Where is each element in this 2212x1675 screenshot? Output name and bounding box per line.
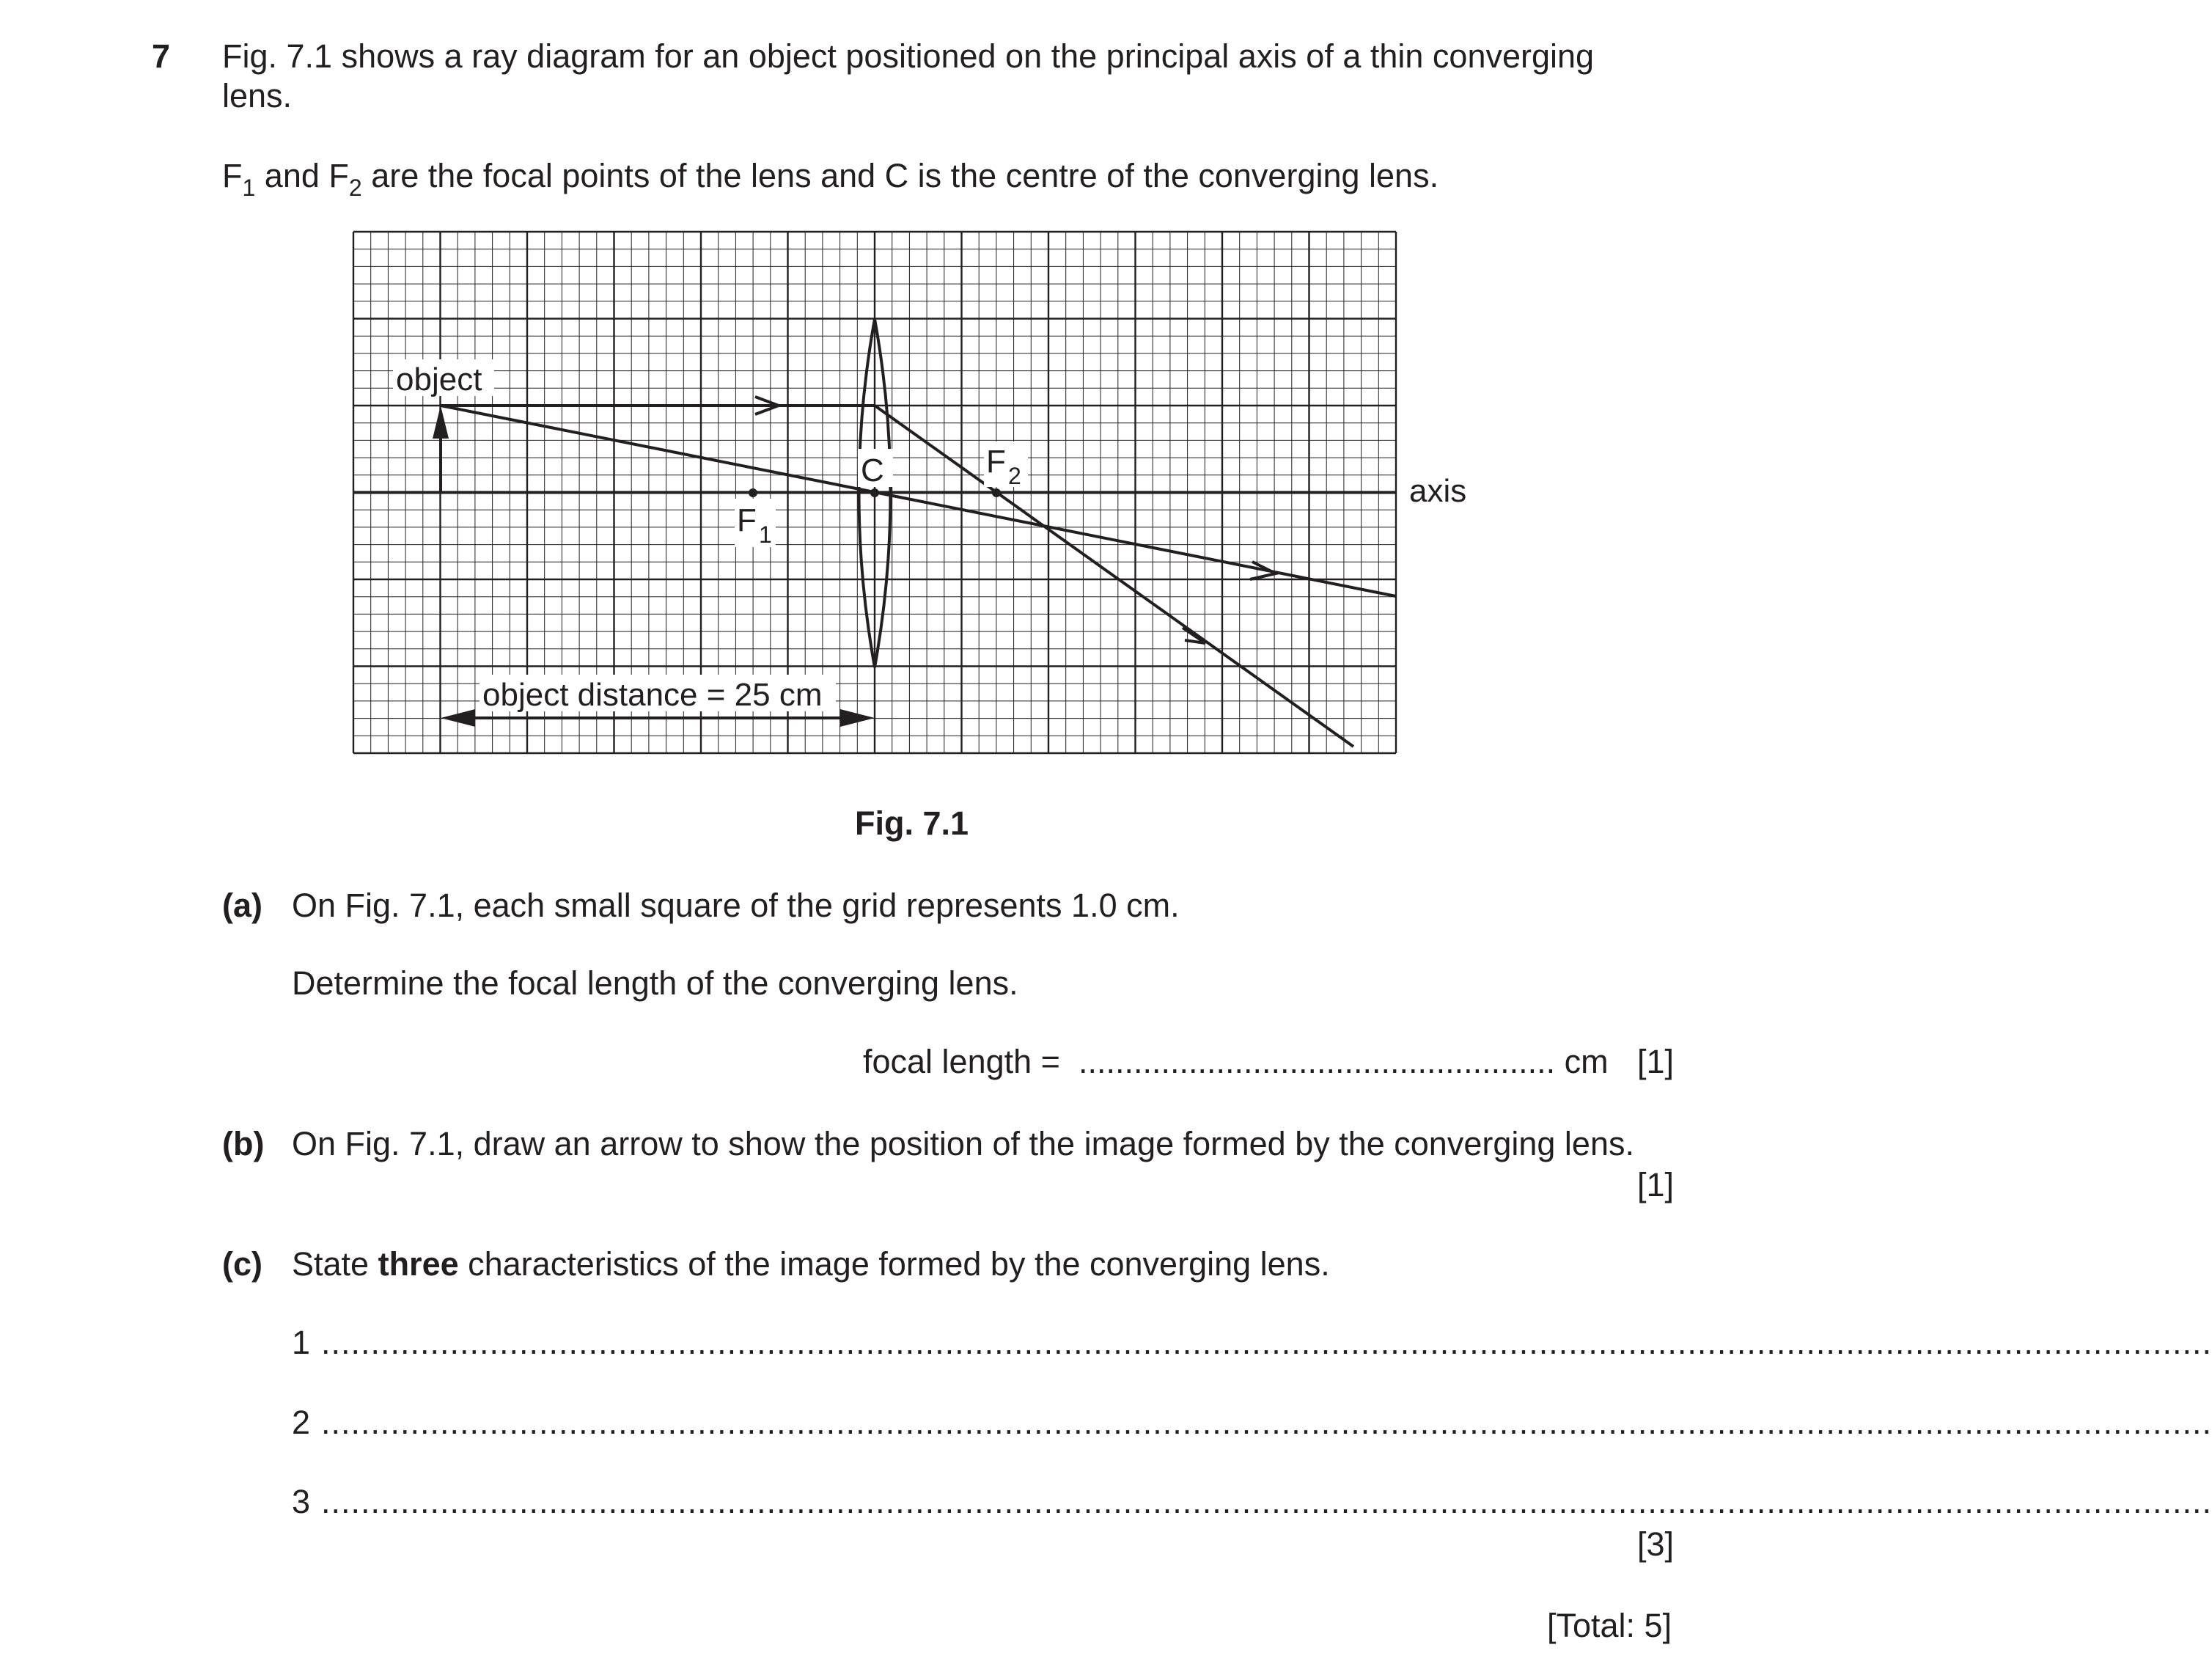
refracted-ray-through-f2	[875, 406, 1353, 747]
object-arrow	[433, 406, 449, 494]
part-c-text: State three characteristics of the image formed by the converging lens.	[292, 1245, 1330, 1283]
figure-caption: Fig. 7.1	[855, 804, 969, 842]
f2-point	[992, 488, 1001, 497]
part-a-label: (a)	[222, 887, 262, 924]
object-label: object	[396, 362, 482, 397]
part-a-marks: [1]	[1637, 1043, 1675, 1080]
part-a-text: On Fig. 7.1, each small square of the grid represents 1.0 cm.	[292, 887, 1180, 924]
part-b-marks: [1]	[1637, 1166, 1675, 1203]
centre-label: C	[861, 452, 884, 488]
axis-label: axis	[1409, 473, 1467, 509]
answer-line-number: 2	[292, 1404, 311, 1441]
part-b-label: (b)	[222, 1125, 265, 1162]
part-c-label: (c)	[222, 1245, 262, 1283]
f2-label: F	[986, 444, 1006, 480]
centre-point	[870, 488, 879, 497]
question-intro: Fig. 7.1 shows a ray diagram for an object positioned on the principal axis of a thin converging	[222, 37, 1595, 75]
part-a-instruction: Determine the focal length of the converging lens.	[292, 964, 1018, 1002]
question-number: 7	[152, 37, 171, 75]
f2-subscript: 2	[1008, 463, 1021, 489]
focal-length-answer-line[interactable]: focal length = .................................................... cm	[863, 1043, 1609, 1080]
object-distance-label: object distance = 25 cm	[482, 677, 823, 713]
question-intro-continued: lens.	[222, 77, 293, 114]
ray-arrowhead-refracted	[1183, 628, 1205, 643]
ray-diagram	[0, 0, 1819, 792]
central-ray	[441, 406, 1396, 596]
f1-label: F	[737, 502, 757, 538]
total-marks: [Total: 5]	[1547, 1607, 1672, 1644]
part-c-marks: [3]	[1637, 1525, 1675, 1563]
focal-points-definition: $F_1$ and $F_2$ are the focal points of the lens and C is the centre of the converging lens.	[222, 157, 1439, 201]
part-b-text: On Fig. 7.1, draw an arrow to show the position of the image formed by the converging lens.	[292, 1125, 1634, 1162]
f1-subscript: 1	[759, 521, 772, 548]
answer-line-1[interactable]: ...............................................................................................................................................................................................	[321, 1324, 2212, 1361]
answer-line-number: 3	[292, 1483, 311, 1520]
f1-point	[749, 488, 757, 497]
answer-line-3[interactable]: ...............................................................................................................................................................................................	[321, 1483, 2212, 1520]
answer-line-number: 1	[292, 1324, 311, 1361]
answer-line-2[interactable]: ...............................................................................................................................................................................................	[321, 1404, 2212, 1441]
